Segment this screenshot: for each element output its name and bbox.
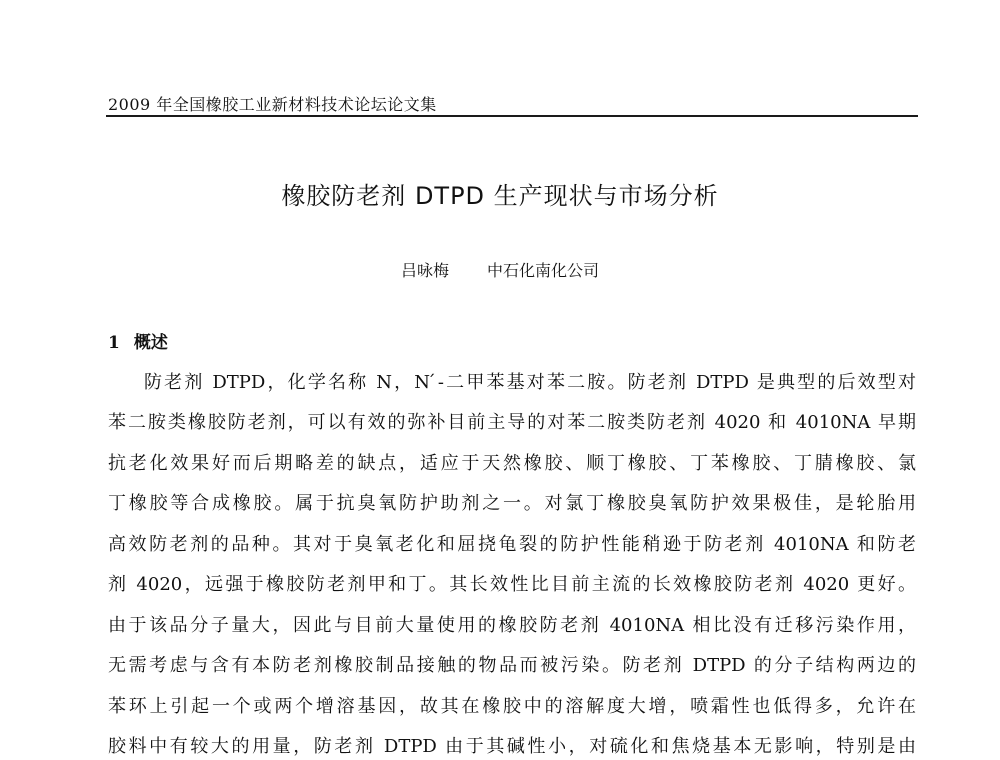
body-line: 防老剂 DTPD，化学名称 N，N ́-二甲苯基对苯二胺。防老剂 DTPD 是典型的后效型对 [144,372,916,393]
author-affiliation: 中石化南化公司 [487,261,600,280]
body-line: 苯二胺类橡胶防老剂，可以有效的弥补目前主导的对苯二胺类防老剂 4020 和 4010NA 早期 [108,412,916,433]
body-line: 高效防老剂的品种。其对于臭氧老化和屈挠龟裂的防护性能稍逊于防老剂 4010NA 和防老 [108,534,916,555]
section-number: 1 [108,333,120,353]
body-line: 丁橡胶等合成橡胶。属于抗臭氧防护助剂之一。对氯丁橡胶臭氧防护效果极佳，是轮胎用 [108,493,916,514]
section-heading [108,328,168,353]
author-name: 吕咏梅 [400,261,449,280]
running-header: 2009 年全国橡胶工业新材料技术论坛论文集 [108,95,437,114]
body-line: 无需考虑与含有本防老剂橡胶制品接触的物品而被污染。防老剂 DTPD 的分子结构两边的 [108,655,916,676]
body-line: 苯环上引起一个或两个增溶基因，故其在橡胶中的溶解度大增，喷霜性也低得多，允许在 [108,696,916,717]
article-title: 橡胶防老剂 DTPD 生产现状与市场分析 [281,182,719,210]
body-line: 剂 4020，远强于橡胶防老剂甲和丁。其长效性比目前主流的长效橡胶防老剂 4020 更好。 [108,574,916,595]
body-line: 由于该品分子量大，因此与目前大量使用的橡胶防老剂 4010NA 相比没有迁移污染作用， [108,615,916,636]
header-rule [106,115,918,117]
author-line [0,258,1000,281]
body-line: 胶料中有较大的用量，防老剂 DTPD 由于其碱性小，对硫化和焦烧基本无影响，特别是由 [108,736,916,757]
body-line: 抗老化效果好而后期略差的缺点，适应于天然橡胶、顺丁橡胶、丁苯橡胶、丁腈橡胶、氯 [108,453,916,474]
section-title: 概述 [133,333,168,353]
